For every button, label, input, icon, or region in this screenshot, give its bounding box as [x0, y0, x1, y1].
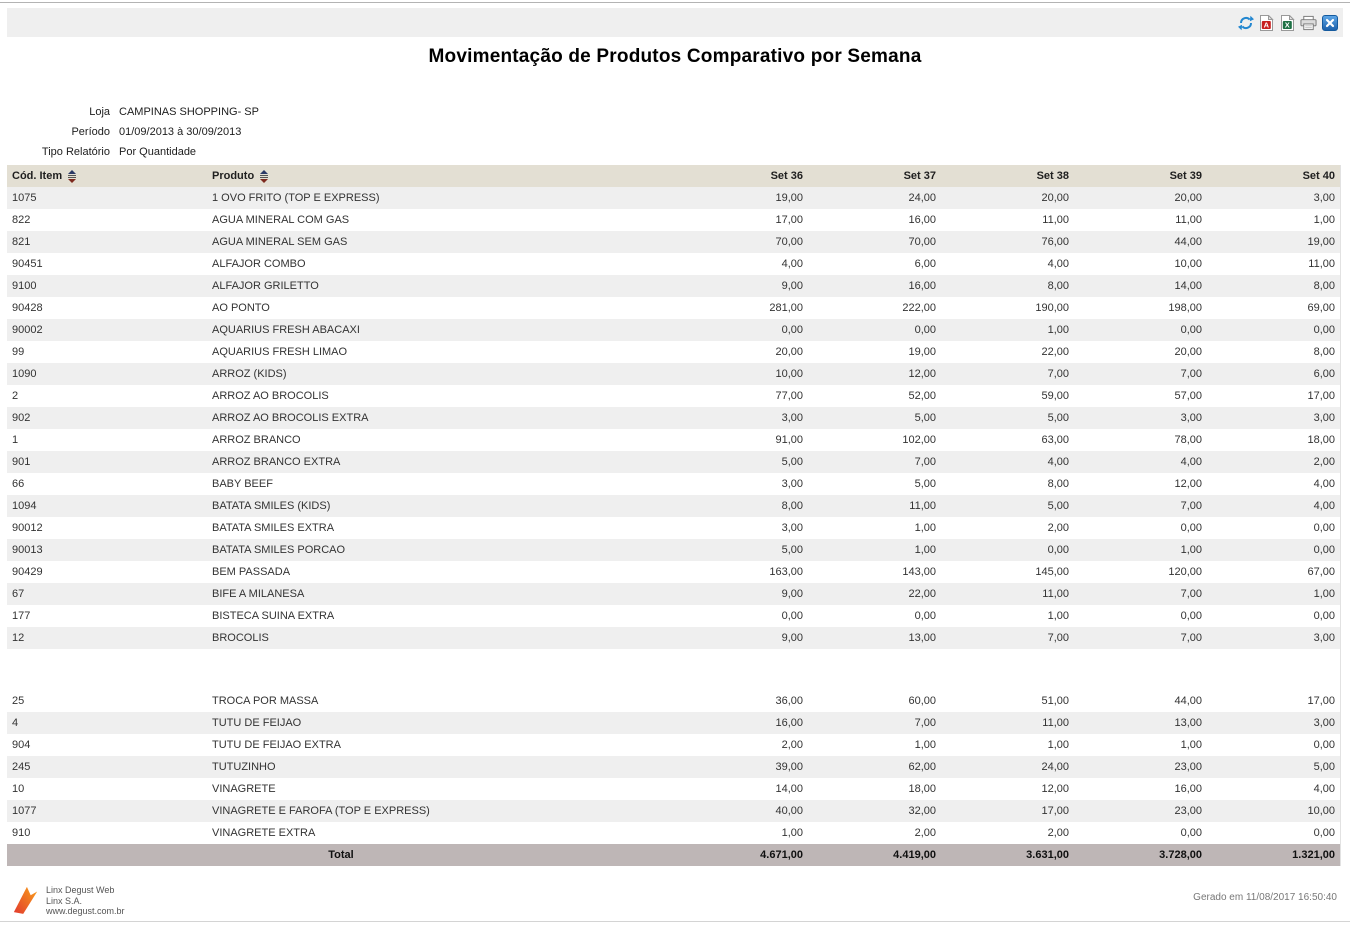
qty-cell: 2,00 — [781, 739, 803, 751]
qty-cell: 0,00 — [1180, 522, 1202, 534]
qty-cell: 4,00 — [1313, 500, 1335, 512]
qty-cell: 6,00 — [914, 258, 936, 270]
report-toolbar — [7, 8, 1343, 37]
total-set40: 1.321,00 — [1292, 849, 1335, 861]
qty-cell: 20,00 — [1174, 346, 1202, 358]
qty-cell: 1,00 — [1047, 610, 1069, 622]
svg-text:X: X — [1284, 20, 1290, 30]
qty-cell: 3,00 — [781, 412, 803, 424]
qty-cell: 222,00 — [902, 302, 936, 314]
footer-app-name: Linx Degust Web — [46, 885, 115, 895]
total-row — [7, 844, 1340, 866]
table-row — [7, 473, 1340, 495]
product-cell: ARROZ AO BROCOLIS EXTRA — [212, 412, 369, 424]
product-cell: BABY BEEF — [212, 478, 273, 490]
qty-cell: 1,00 — [1180, 739, 1202, 751]
product-cell: BISTECA SUINA EXTRA — [212, 610, 335, 622]
qty-cell: 62,00 — [908, 761, 936, 773]
qty-cell: 145,00 — [1035, 566, 1069, 578]
table-scroll-gap — [7, 649, 1340, 690]
qty-cell: 52,00 — [908, 390, 936, 402]
table-body-top — [7, 187, 1340, 649]
product-cell: BEM PASSADA — [212, 566, 291, 578]
linx-logo-icon — [12, 882, 40, 921]
table-row — [7, 778, 1340, 800]
qty-cell: 2,00 — [1313, 456, 1335, 468]
col-header-cod-item-label: Cód. Item — [12, 170, 63, 182]
qty-cell: 0,00 — [1180, 324, 1202, 336]
tipo-relatorio-value: Por Quantidade — [119, 146, 197, 158]
product-cell: AGUA MINERAL COM GAS — [212, 214, 350, 226]
qty-cell: 9,00 — [781, 280, 803, 292]
qty-cell: 0,00 — [1313, 827, 1335, 839]
product-cell: TUTU DE FEIJAO EXTRA — [212, 739, 341, 751]
table-row — [7, 561, 1340, 583]
qty-cell: 1,00 — [781, 827, 803, 839]
qty-cell: 8,00 — [1047, 280, 1069, 292]
qty-cell: 1,00 — [914, 739, 936, 751]
qty-cell: 1,00 — [1313, 214, 1335, 226]
item-code-cell: 1 — [12, 434, 19, 446]
table-row — [7, 297, 1340, 319]
sort-icon[interactable] — [260, 170, 268, 183]
qty-cell: 23,00 — [1174, 761, 1202, 773]
qty-cell: 69,00 — [1307, 302, 1335, 314]
bottom-divider — [0, 921, 1350, 922]
qty-cell: 1,00 — [1313, 588, 1335, 600]
qty-cell: 4,00 — [1047, 258, 1069, 270]
qty-cell: 51,00 — [1041, 695, 1069, 707]
qty-cell: 7,00 — [1047, 632, 1069, 644]
qty-cell: 20,00 — [1041, 192, 1069, 204]
qty-cell: 19,00 — [775, 192, 803, 204]
qty-cell: 0,00 — [1313, 324, 1335, 336]
item-code-cell: 12 — [12, 632, 25, 644]
qty-cell: 7,00 — [1047, 368, 1069, 380]
item-code-cell: 1075 — [12, 192, 37, 204]
tipo-relatorio-label: Tipo Relatório — [41, 146, 110, 158]
col-header-produto-label: Produto — [212, 170, 255, 182]
qty-cell: 7,00 — [914, 456, 936, 468]
product-cell: VINAGRETE EXTRA — [212, 827, 316, 839]
table-row — [7, 407, 1340, 429]
qty-cell: 59,00 — [1041, 390, 1069, 402]
col-header-set39: Set 39 — [1169, 170, 1202, 182]
qty-cell: 18,00 — [1307, 434, 1335, 446]
product-cell: ARROZ BRANCO EXTRA — [212, 456, 341, 468]
table-body-bottom — [7, 690, 1340, 844]
qty-cell: 57,00 — [1174, 390, 1202, 402]
product-cell: TUTU DE FEIJAO — [212, 717, 302, 729]
periodo-value: 01/09/2013 à 30/09/2013 — [119, 126, 242, 138]
qty-cell: 10,00 — [1174, 258, 1202, 270]
qty-cell: 7,00 — [914, 717, 936, 729]
qty-cell: 17,00 — [1307, 695, 1335, 707]
col-header-set36: Set 36 — [770, 170, 803, 182]
qty-cell: 5,00 — [914, 478, 936, 490]
svg-text:A: A — [1263, 20, 1270, 30]
item-code-cell: 90002 — [12, 324, 43, 336]
qty-cell: 102,00 — [902, 434, 936, 446]
col-header-produto[interactable] — [210, 170, 675, 183]
top-divider — [0, 2, 1350, 3]
item-code-cell: 822 — [12, 214, 31, 226]
qty-cell: 5,00 — [1047, 500, 1069, 512]
qty-cell: 4,00 — [1180, 456, 1202, 468]
item-code-cell: 177 — [12, 610, 31, 622]
total-set39: 3.728,00 — [1159, 849, 1202, 861]
qty-cell: 22,00 — [908, 588, 936, 600]
qty-cell: 8,00 — [1313, 346, 1335, 358]
table-row — [7, 712, 1340, 734]
report-title: Movimentação de Produtos Comparativo por Semana — [428, 46, 922, 67]
qty-cell: 5,00 — [781, 544, 803, 556]
table-row — [7, 495, 1340, 517]
qty-cell: 143,00 — [902, 566, 936, 578]
qty-cell: 24,00 — [908, 192, 936, 204]
refresh-icon[interactable] — [1237, 14, 1254, 31]
item-code-cell: 90013 — [12, 544, 43, 556]
col-header-cod-item[interactable] — [7, 170, 210, 183]
qty-cell: 163,00 — [769, 566, 803, 578]
product-cell: ALFAJOR COMBO — [212, 258, 306, 270]
qty-cell: 16,00 — [908, 280, 936, 292]
product-cell: VINAGRETE E FAROFA (TOP E EXPRESS) — [212, 805, 430, 817]
total-label: Total — [328, 849, 354, 861]
table-row — [7, 756, 1340, 778]
qty-cell: 20,00 — [1174, 192, 1202, 204]
table-row — [7, 605, 1340, 627]
table-row — [7, 627, 1340, 649]
sort-icon[interactable] — [68, 170, 76, 183]
product-cell: ALFAJOR GRILETTO — [212, 280, 319, 292]
qty-cell: 3,00 — [1313, 717, 1335, 729]
qty-cell: 18,00 — [908, 783, 936, 795]
product-cell: ARROZ BRANCO — [212, 434, 301, 446]
qty-cell: 63,00 — [1041, 434, 1069, 446]
qty-cell: 17,00 — [1041, 805, 1069, 817]
qty-cell: 7,00 — [1180, 500, 1202, 512]
item-code-cell: 90428 — [12, 302, 43, 314]
qty-cell: 16,00 — [1174, 783, 1202, 795]
qty-cell: 2,00 — [1047, 827, 1069, 839]
qty-cell: 7,00 — [1180, 632, 1202, 644]
product-cell: AGUA MINERAL SEM GAS — [212, 236, 348, 248]
item-code-cell: 4 — [12, 717, 19, 729]
table-row — [7, 429, 1340, 451]
item-code-cell: 821 — [12, 236, 31, 248]
qty-cell: 91,00 — [775, 434, 803, 446]
qty-cell: 14,00 — [1174, 280, 1202, 292]
qty-cell: 3,00 — [1313, 192, 1335, 204]
qty-cell: 17,00 — [775, 214, 803, 226]
table-row — [7, 253, 1340, 275]
item-code-cell: 90429 — [12, 566, 43, 578]
qty-cell: 44,00 — [1174, 236, 1202, 248]
qty-cell: 12,00 — [1041, 783, 1069, 795]
footer-company: Linx S.A. — [46, 895, 83, 906]
qty-cell: 16,00 — [908, 214, 936, 226]
item-code-cell: 245 — [12, 761, 31, 773]
qty-cell: 0,00 — [781, 324, 803, 336]
table-row — [7, 187, 1340, 209]
item-code-cell: 901 — [12, 456, 31, 468]
product-cell: TROCA POR MASSA — [212, 695, 319, 707]
qty-cell: 32,00 — [908, 805, 936, 817]
qty-cell: 20,00 — [775, 346, 803, 358]
item-code-cell: 904 — [12, 739, 31, 751]
qty-cell: 67,00 — [1307, 566, 1335, 578]
col-header-set38: Set 38 — [1036, 170, 1069, 182]
qty-cell: 3,00 — [781, 522, 803, 534]
qty-cell: 2,00 — [914, 827, 936, 839]
report-filters — [0, 102, 259, 162]
item-code-cell: 66 — [12, 478, 25, 490]
qty-cell: 6,00 — [1313, 368, 1335, 380]
product-cell: BATATA SMILES PORCAO — [212, 544, 346, 556]
qty-cell: 0,00 — [1313, 610, 1335, 622]
qty-cell: 11,00 — [1042, 214, 1069, 226]
item-code-cell: 2 — [12, 390, 19, 402]
qty-cell: 5,00 — [914, 412, 936, 424]
qty-cell: 0,00 — [1180, 610, 1202, 622]
product-cell: BIFE A MILANESA — [212, 588, 305, 600]
item-code-cell: 902 — [12, 412, 31, 424]
product-cell: AQUARIUS FRESH ABACAXI — [212, 324, 360, 336]
qty-cell: 13,00 — [908, 632, 936, 644]
product-cell: BROCOLIS — [212, 632, 269, 644]
item-code-cell: 90451 — [12, 258, 43, 270]
qty-cell: 4,00 — [1313, 478, 1335, 490]
qty-cell: 11,00 — [1042, 717, 1069, 729]
qty-cell: 120,00 — [1168, 566, 1202, 578]
print-icon[interactable] — [1300, 14, 1317, 31]
qty-cell: 11,00 — [1042, 588, 1069, 600]
total-set38: 3.631,00 — [1026, 849, 1069, 861]
table-row — [7, 690, 1340, 712]
qty-cell: 7,00 — [1180, 368, 1202, 380]
table-row — [7, 800, 1340, 822]
item-code-cell: 25 — [12, 695, 25, 707]
qty-cell: 0,00 — [914, 324, 936, 336]
qty-cell: 8,00 — [1047, 478, 1069, 490]
table-row — [7, 734, 1340, 756]
table-row — [7, 451, 1340, 473]
col-header-set40: Set 40 — [1302, 170, 1335, 182]
qty-cell: 24,00 — [1041, 761, 1069, 773]
table-row — [7, 539, 1340, 561]
generated-timestamp: Gerado em 11/08/2017 16:50:40 — [1193, 892, 1337, 903]
qty-cell: 60,00 — [908, 695, 936, 707]
report-table — [7, 165, 1341, 866]
footer-branding — [12, 882, 125, 921]
qty-cell: 3,00 — [1313, 632, 1335, 644]
qty-cell: 5,00 — [1313, 761, 1335, 773]
item-code-cell: 9100 — [12, 280, 37, 292]
qty-cell: 8,00 — [1313, 280, 1335, 292]
qty-cell: 1,00 — [914, 522, 936, 534]
loja-value: CAMPINAS SHOPPING- SP — [119, 106, 259, 118]
item-code-cell: 1094 — [12, 500, 37, 512]
qty-cell: 0,00 — [914, 610, 936, 622]
qty-cell: 23,00 — [1174, 805, 1202, 817]
qty-cell: 4,00 — [781, 258, 803, 270]
product-cell: BATATA SMILES EXTRA — [212, 522, 335, 534]
qty-cell: 2,00 — [1047, 522, 1069, 534]
qty-cell: 5,00 — [1047, 412, 1069, 424]
qty-cell: 9,00 — [781, 588, 803, 600]
table-row — [7, 341, 1340, 363]
total-set36: 4.671,00 — [760, 849, 803, 861]
qty-cell: 0,00 — [1313, 739, 1335, 751]
qty-cell: 1,00 — [914, 544, 936, 556]
close-icon[interactable] — [1321, 14, 1338, 31]
table-row — [7, 209, 1340, 231]
qty-cell: 0,00 — [1047, 544, 1069, 556]
item-code-cell: 1077 — [12, 805, 37, 817]
footer-website[interactable]: www.degust.com.br — [46, 906, 125, 916]
pdf-export-icon[interactable] — [1258, 14, 1275, 31]
col-header-set37: Set 37 — [903, 170, 936, 182]
qty-cell: 281,00 — [769, 302, 803, 314]
product-cell: AO PONTO — [212, 302, 270, 314]
qty-cell: 0,00 — [1313, 522, 1335, 534]
product-cell: BATATA SMILES (KIDS) — [212, 500, 331, 512]
table-row — [7, 363, 1340, 385]
qty-cell: 19,00 — [908, 346, 936, 358]
item-code-cell: 99 — [12, 346, 25, 358]
qty-cell: 190,00 — [1035, 302, 1069, 314]
qty-cell: 36,00 — [775, 695, 803, 707]
qty-cell: 1,00 — [1047, 739, 1069, 751]
qty-cell: 4,00 — [1047, 456, 1069, 468]
qty-cell: 11,00 — [909, 500, 936, 512]
item-code-cell: 1090 — [12, 368, 37, 380]
table-row — [7, 275, 1340, 297]
product-cell: ARROZ (KIDS) — [212, 368, 287, 380]
qty-cell: 11,00 — [1175, 214, 1202, 226]
qty-cell: 1,00 — [1180, 544, 1202, 556]
qty-cell: 10,00 — [1307, 805, 1335, 817]
qty-cell: 8,00 — [781, 500, 803, 512]
qty-cell: 5,00 — [781, 456, 803, 468]
qty-cell: 7,00 — [1180, 588, 1202, 600]
qty-cell: 76,00 — [1041, 236, 1069, 248]
qty-cell: 17,00 — [1307, 390, 1335, 402]
qty-cell: 0,00 — [781, 610, 803, 622]
periodo-label: Período — [71, 126, 110, 138]
table-row — [7, 231, 1340, 253]
qty-cell: 16,00 — [775, 717, 803, 729]
product-cell: 1 OVO FRITO (TOP E EXPRESS) — [212, 192, 380, 204]
qty-cell: 0,00 — [1313, 544, 1335, 556]
qty-cell: 78,00 — [1174, 434, 1202, 446]
qty-cell: 13,00 — [1174, 717, 1202, 729]
table-row — [7, 583, 1340, 605]
qty-cell: 70,00 — [775, 236, 803, 248]
qty-cell: 11,00 — [1308, 258, 1335, 270]
qty-cell: 10,00 — [775, 368, 803, 380]
table-header-row — [7, 165, 1340, 187]
item-code-cell: 910 — [12, 827, 31, 839]
total-set37: 4.419,00 — [893, 849, 936, 861]
product-cell: VINAGRETE — [212, 783, 276, 795]
qty-cell: 12,00 — [908, 368, 936, 380]
excel-export-icon[interactable] — [1279, 14, 1296, 31]
qty-cell: 39,00 — [775, 761, 803, 773]
qty-cell: 19,00 — [1307, 236, 1335, 248]
qty-cell: 40,00 — [775, 805, 803, 817]
qty-cell: 9,00 — [781, 632, 803, 644]
qty-cell: 70,00 — [908, 236, 936, 248]
qty-cell: 4,00 — [1313, 783, 1335, 795]
qty-cell: 1,00 — [1047, 324, 1069, 336]
table-row — [7, 517, 1340, 539]
loja-label: Loja — [89, 106, 110, 118]
qty-cell: 3,00 — [1180, 412, 1202, 424]
item-code-cell: 10 — [12, 783, 25, 795]
qty-cell: 3,00 — [781, 478, 803, 490]
qty-cell: 22,00 — [1041, 346, 1069, 358]
table-row — [7, 319, 1340, 341]
table-row — [7, 385, 1340, 407]
qty-cell: 198,00 — [1168, 302, 1202, 314]
qty-cell: 12,00 — [1174, 478, 1202, 490]
product-cell: AQUARIUS FRESH LIMAO — [212, 346, 348, 358]
table-row — [7, 822, 1340, 844]
item-code-cell: 67 — [12, 588, 25, 600]
qty-cell: 14,00 — [775, 783, 803, 795]
item-code-cell: 90012 — [12, 522, 43, 534]
qty-cell: 3,00 — [1313, 412, 1335, 424]
qty-cell: 44,00 — [1174, 695, 1202, 707]
qty-cell: 77,00 — [775, 390, 803, 402]
product-cell: TUTUZINHO — [212, 761, 276, 773]
product-cell: ARROZ AO BROCOLIS — [212, 390, 329, 402]
qty-cell: 0,00 — [1180, 827, 1202, 839]
